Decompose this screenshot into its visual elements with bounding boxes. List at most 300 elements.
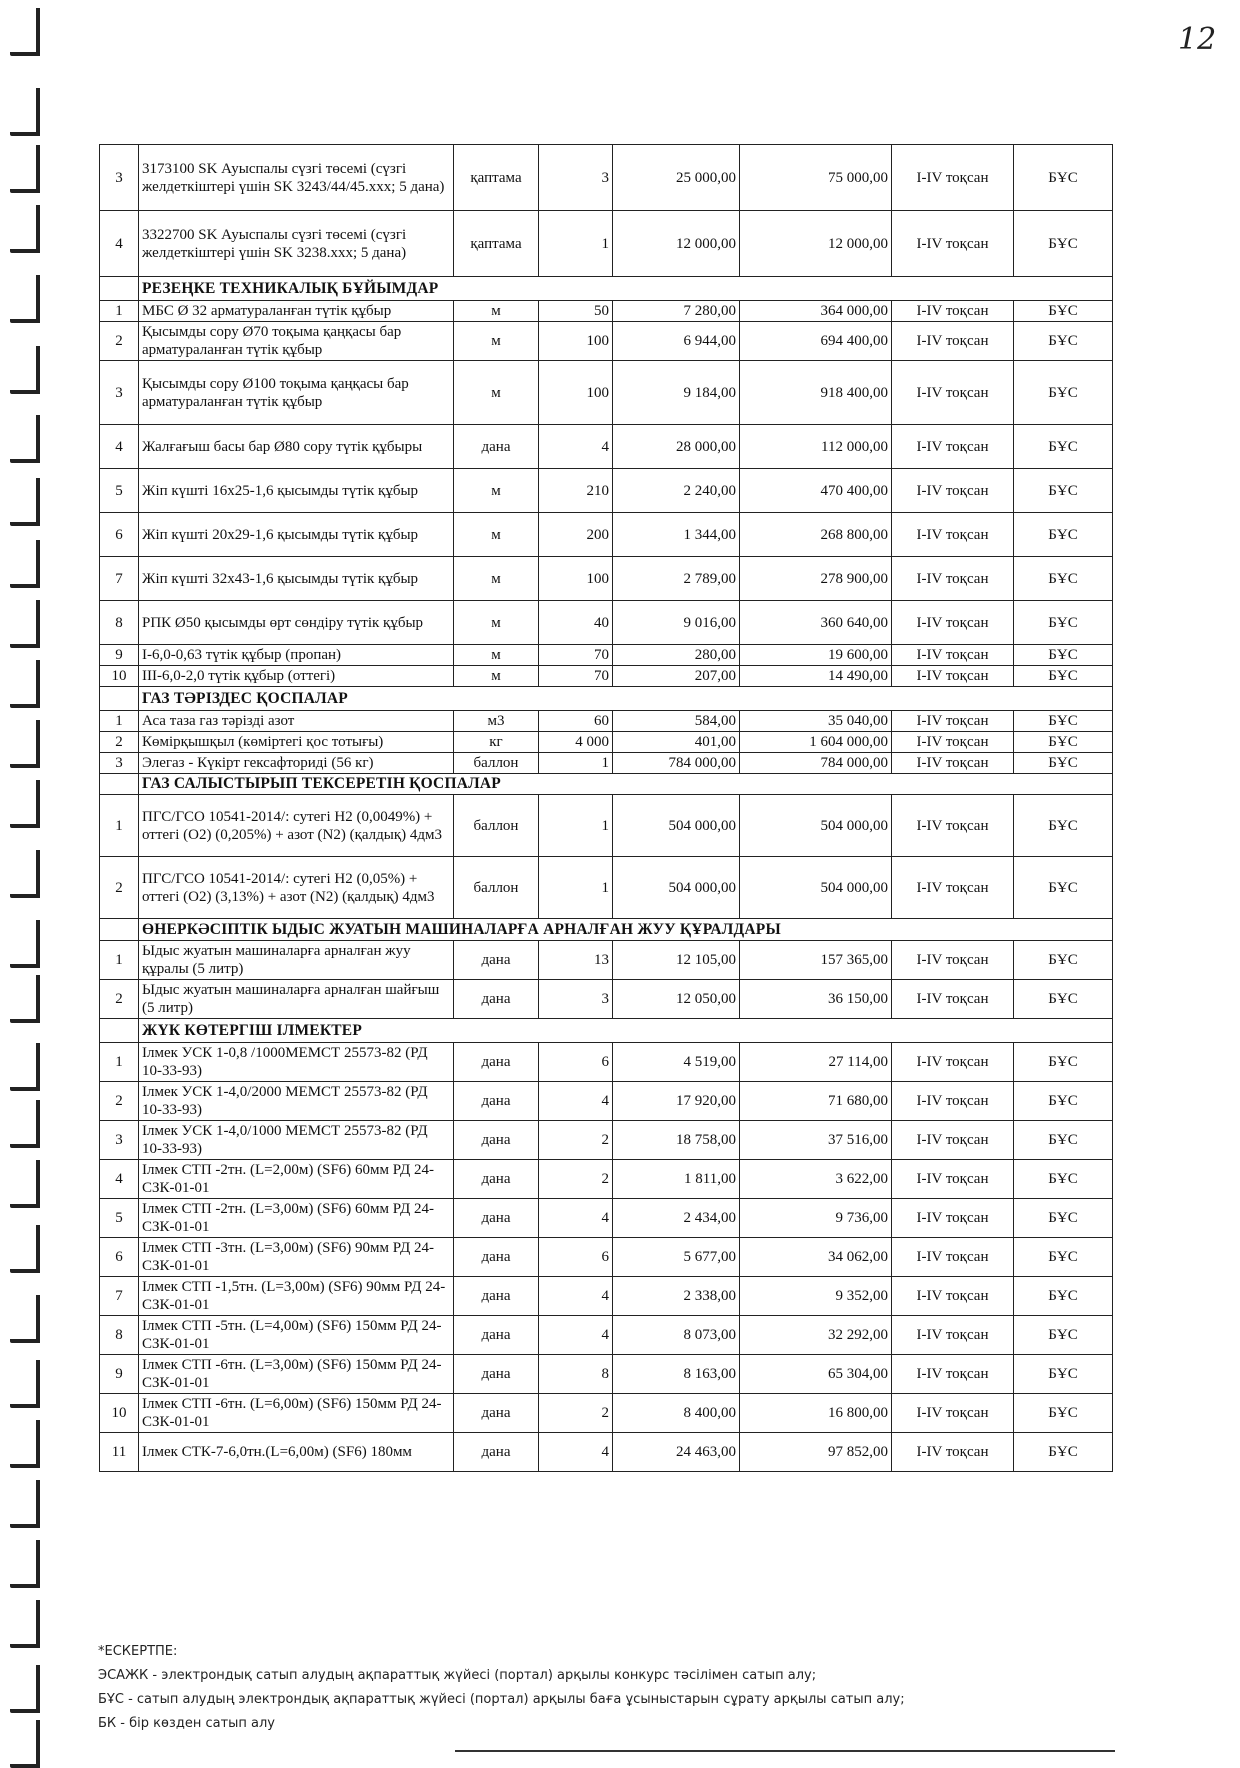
cell-name: РПК Ø50 қысымды өрт сөндіру түтік құбыр <box>139 601 454 645</box>
cell-method: БҰС <box>1014 1316 1113 1355</box>
cell-total: 36 150,00 <box>740 980 892 1019</box>
cell-no: 4 <box>100 1160 139 1199</box>
cell-name: ПГС/ГСО 10541-2014/: сутегі Н2 (0,05%) + оттегі (О2) (3,13%) + азот (N2) (қалдық) 4дм3 <box>139 857 454 919</box>
cell-price: 9 184,00 <box>613 361 740 425</box>
table-row <box>100 1121 1113 1160</box>
table-row <box>100 645 1113 666</box>
cell-name: Қысымды сору Ø100 тоқыма қаңқасы бар арматураланған түтік құбыр <box>139 361 454 425</box>
cell-method: БҰС <box>1014 322 1113 361</box>
cell-unit: дана <box>454 1121 539 1160</box>
section-header-row <box>100 774 1113 795</box>
cell-period: I-IV тоқсан <box>892 1316 1014 1355</box>
cell-unit: баллон <box>454 753 539 774</box>
table-row <box>100 425 1113 469</box>
table-row <box>100 1316 1113 1355</box>
cell-price: 584,00 <box>613 711 740 732</box>
section-header-row <box>100 687 1113 711</box>
section-title: ЖҮК КӨТЕРГІШ ІЛМЕКТЕР <box>139 1019 1113 1043</box>
cell-method: БҰС <box>1014 1043 1113 1082</box>
cell-qty: 2 <box>539 1160 613 1199</box>
cell-period: I-IV тоқсан <box>892 145 1014 211</box>
cell-price: 6 944,00 <box>613 322 740 361</box>
cell-unit: м <box>454 557 539 601</box>
cell-no: 2 <box>100 1082 139 1121</box>
cell-unit: м <box>454 645 539 666</box>
cell-no: 1 <box>100 301 139 322</box>
cell-price: 207,00 <box>613 666 740 687</box>
section-title: РЕЗЕҢКЕ ТЕХНИКАЛЫҚ БҰЙЫМДАР <box>139 277 1113 301</box>
cell-method: БҰС <box>1014 1082 1113 1121</box>
cell-name: МБС Ø 32 арматураланған түтік құбыр <box>139 301 454 322</box>
cell-no: 3 <box>100 361 139 425</box>
cell-method: БҰС <box>1014 1355 1113 1394</box>
cell-method: БҰС <box>1014 145 1113 211</box>
cell-period: I-IV тоқсан <box>892 732 1014 753</box>
cell-price: 2 434,00 <box>613 1199 740 1238</box>
table-row <box>100 301 1113 322</box>
cell-name: 3322700 SK Ауыспалы сүзгі төсемі (сүзгі желдеткіштері үшін SK 3238.xxx; 5 дана) <box>139 211 454 277</box>
cell-period: I-IV тоқсан <box>892 361 1014 425</box>
cell-name: Ілмек УСК 1-4,0/2000 МЕМСТ 25573-82 (РД 10-33-93) <box>139 1082 454 1121</box>
cell-no: 10 <box>100 666 139 687</box>
notes-line: БК - бір көзден сатып алу <box>98 1716 276 1731</box>
cell-period: I-IV тоқсан <box>892 1277 1014 1316</box>
notes-line: ЭСАЖК - электрондық сатып алудың ақпараттық жүйесі (портал) арқылы конкурс тәсілімен сатып алу; <box>98 1668 817 1683</box>
table-body <box>100 145 1113 1472</box>
cell-period: I-IV тоқсан <box>892 1394 1014 1433</box>
section-number-cell <box>100 1019 139 1043</box>
cell-no: 9 <box>100 645 139 666</box>
cell-price: 5 677,00 <box>613 1238 740 1277</box>
binding-mark <box>10 478 40 526</box>
cell-qty: 4 <box>539 1277 613 1316</box>
cell-total: 504 000,00 <box>740 857 892 919</box>
binding-mark <box>10 145 40 193</box>
cell-no: 10 <box>100 1394 139 1433</box>
cell-method: БҰС <box>1014 753 1113 774</box>
cell-period: I-IV тоқсан <box>892 469 1014 513</box>
cell-name: Ілмек СТП -1,5тн. (L=3,00м) (SF6) 90мм РД 24-СЗК-01-01 <box>139 1277 454 1316</box>
cell-name: 3173100 SK Ауыспалы сүзгі төсемі (сүзгі желдеткіштері үшін SK 3243/44/45.xxx; 5 дана) <box>139 145 454 211</box>
section-title: ӨНЕРКӘСІПТІК ЫДЫС ЖУАТЫН МАШИНАЛАРҒА АРНАЛҒАН ЖУУ ҚҰРАЛДАРЫ <box>139 919 1113 941</box>
cell-method: БҰС <box>1014 469 1113 513</box>
cell-qty: 210 <box>539 469 613 513</box>
cell-qty: 70 <box>539 645 613 666</box>
binding-mark <box>10 1225 40 1273</box>
cell-no: 11 <box>100 1433 139 1472</box>
cell-no: 1 <box>100 941 139 980</box>
cell-qty: 4 <box>539 1316 613 1355</box>
section-title: ГАЗ САЛЫСТЫРЫП ТЕКСЕРЕТІН ҚОСПАЛАР <box>139 774 1113 795</box>
cell-name: Жіп күшті 16х25-1,6 қысымды түтік құбыр <box>139 469 454 513</box>
binding-mark <box>10 88 40 136</box>
cell-qty: 4 <box>539 1082 613 1121</box>
table-row <box>100 1082 1113 1121</box>
binding-mark <box>10 1720 40 1768</box>
cell-period: I-IV тоқсан <box>892 857 1014 919</box>
cell-price: 8 163,00 <box>613 1355 740 1394</box>
cell-price: 7 280,00 <box>613 301 740 322</box>
cell-period: I-IV тоқсан <box>892 1433 1014 1472</box>
table-row <box>100 1433 1113 1472</box>
cell-total: 9 736,00 <box>740 1199 892 1238</box>
cell-period: I-IV тоқсан <box>892 1238 1014 1277</box>
cell-name: Ыдыс жуатын машиналарға арналған шайғыш (5 литр) <box>139 980 454 1019</box>
cell-name: I-6,0-0,63 түтік құбыр (пропан) <box>139 645 454 666</box>
cell-price: 504 000,00 <box>613 857 740 919</box>
cell-qty: 3 <box>539 980 613 1019</box>
table-row <box>100 1394 1113 1433</box>
cell-name: III-6,0-2,0 түтік құбыр (оттегі) <box>139 666 454 687</box>
table-row <box>100 601 1113 645</box>
cell-period: I-IV тоқсан <box>892 980 1014 1019</box>
cell-qty: 40 <box>539 601 613 645</box>
cell-no: 7 <box>100 557 139 601</box>
cell-unit: м <box>454 361 539 425</box>
cell-method: БҰС <box>1014 425 1113 469</box>
cell-period: I-IV тоқсан <box>892 1121 1014 1160</box>
cell-unit: м3 <box>454 711 539 732</box>
cell-total: 97 852,00 <box>740 1433 892 1472</box>
table-row <box>100 1277 1113 1316</box>
section-number-cell <box>100 919 139 941</box>
cell-qty: 100 <box>539 361 613 425</box>
binding-mark <box>10 275 40 323</box>
cell-method: БҰС <box>1014 557 1113 601</box>
cell-qty: 6 <box>539 1043 613 1082</box>
binding-marks <box>0 0 48 1754</box>
cell-name: Ілмек УСК 1-0,8 /1000МЕМСТ 25573-82 (РД 10-33-93) <box>139 1043 454 1082</box>
cell-method: БҰС <box>1014 1277 1113 1316</box>
cell-unit: дана <box>454 1433 539 1472</box>
cell-price: 1 344,00 <box>613 513 740 557</box>
table-row <box>100 1160 1113 1199</box>
table-row <box>100 711 1113 732</box>
cell-no: 8 <box>100 601 139 645</box>
cell-unit: дана <box>454 941 539 980</box>
cell-price: 2 240,00 <box>613 469 740 513</box>
cell-total: 918 400,00 <box>740 361 892 425</box>
binding-mark <box>10 1295 40 1343</box>
cell-total: 19 600,00 <box>740 645 892 666</box>
cell-qty: 4 <box>539 425 613 469</box>
cell-qty: 3 <box>539 145 613 211</box>
cell-method: БҰС <box>1014 666 1113 687</box>
binding-mark <box>10 975 40 1023</box>
binding-mark <box>10 415 40 463</box>
cell-total: 364 000,00 <box>740 301 892 322</box>
binding-mark <box>10 660 40 708</box>
cell-total: 3 622,00 <box>740 1160 892 1199</box>
cell-qty: 4 <box>539 1199 613 1238</box>
cell-method: БҰС <box>1014 795 1113 857</box>
cell-total: 278 900,00 <box>740 557 892 601</box>
cell-price: 9 016,00 <box>613 601 740 645</box>
table-row <box>100 557 1113 601</box>
cell-no: 2 <box>100 980 139 1019</box>
binding-mark <box>10 850 40 898</box>
cell-name: Элегаз - Күкірт гексафториді (56 кг) <box>139 753 454 774</box>
cell-total: 268 800,00 <box>740 513 892 557</box>
cell-no: 2 <box>100 322 139 361</box>
section-header-row <box>100 1019 1113 1043</box>
cell-qty: 2 <box>539 1394 613 1433</box>
cell-unit: м <box>454 469 539 513</box>
cell-method: БҰС <box>1014 645 1113 666</box>
cell-qty: 60 <box>539 711 613 732</box>
cell-no: 2 <box>100 732 139 753</box>
section-title: ГАЗ ТӘРІЗДЕС ҚОСПАЛАР <box>139 687 1113 711</box>
cell-period: I-IV тоқсан <box>892 513 1014 557</box>
cell-name: Аса таза газ тәрізді азот <box>139 711 454 732</box>
binding-mark <box>10 8 40 56</box>
table-row <box>100 1238 1113 1277</box>
table-row <box>100 1199 1113 1238</box>
cell-unit: м <box>454 301 539 322</box>
cell-name: Ілмек УСК 1-4,0/1000 МЕМСТ 25573-82 (РД 10-33-93) <box>139 1121 454 1160</box>
section-header-row <box>100 919 1113 941</box>
cell-no: 1 <box>100 795 139 857</box>
cell-unit: дана <box>454 1355 539 1394</box>
section-number-cell <box>100 687 139 711</box>
cell-unit: м <box>454 601 539 645</box>
binding-mark <box>10 1043 40 1091</box>
notes <box>98 1640 1098 1736</box>
cell-period: I-IV тоқсан <box>892 795 1014 857</box>
cell-period: I-IV тоқсан <box>892 1043 1014 1082</box>
cell-name: Қысымды сору Ø70 тоқыма қаңқасы бар арматураланған түтік құбыр <box>139 322 454 361</box>
binding-mark <box>10 1360 40 1408</box>
cell-method: БҰС <box>1014 1121 1113 1160</box>
cell-qty: 13 <box>539 941 613 980</box>
cell-qty: 1 <box>539 857 613 919</box>
cell-method: БҰС <box>1014 857 1113 919</box>
cell-unit: м <box>454 322 539 361</box>
cell-unit: қаптама <box>454 211 539 277</box>
cell-no: 6 <box>100 513 139 557</box>
cell-total: 504 000,00 <box>740 795 892 857</box>
cell-period: I-IV тоқсан <box>892 211 1014 277</box>
cell-price: 4 519,00 <box>613 1043 740 1082</box>
cell-unit: дана <box>454 1043 539 1082</box>
cell-no: 6 <box>100 1238 139 1277</box>
table-row <box>100 666 1113 687</box>
cell-name: Жалғағыш басы бар Ø80 сору түтік құбыры <box>139 425 454 469</box>
cell-unit: қаптама <box>454 145 539 211</box>
cell-period: I-IV тоқсан <box>892 1355 1014 1394</box>
cell-no: 9 <box>100 1355 139 1394</box>
cell-qty: 6 <box>539 1238 613 1277</box>
cell-total: 37 516,00 <box>740 1121 892 1160</box>
cell-total: 35 040,00 <box>740 711 892 732</box>
binding-mark <box>10 1160 40 1208</box>
cell-price: 784 000,00 <box>613 753 740 774</box>
cell-period: I-IV тоқсан <box>892 322 1014 361</box>
cell-total: 784 000,00 <box>740 753 892 774</box>
cell-total: 32 292,00 <box>740 1316 892 1355</box>
table-row <box>100 795 1113 857</box>
cell-method: БҰС <box>1014 711 1113 732</box>
cell-total: 694 400,00 <box>740 322 892 361</box>
cell-price: 8 400,00 <box>613 1394 740 1433</box>
cell-period: I-IV тоқсан <box>892 425 1014 469</box>
cell-total: 157 365,00 <box>740 941 892 980</box>
cell-total: 9 352,00 <box>740 1277 892 1316</box>
cell-qty: 2 <box>539 1121 613 1160</box>
cell-price: 280,00 <box>613 645 740 666</box>
table-row <box>100 211 1113 277</box>
cell-price: 12 105,00 <box>613 941 740 980</box>
cell-unit: дана <box>454 1316 539 1355</box>
cell-total: 14 490,00 <box>740 666 892 687</box>
cell-name: Жіп күшті 32х43-1,6 қысымды түтік құбыр <box>139 557 454 601</box>
cell-method: БҰС <box>1014 1199 1113 1238</box>
cell-name: Көмірқышқыл (көміртегі қос тотығы) <box>139 732 454 753</box>
cell-name: Ілмек СТП -6тн. (L=6,00м) (SF6) 150мм РД 24-СЗК-01-01 <box>139 1394 454 1433</box>
table-row <box>100 322 1113 361</box>
cell-method: БҰС <box>1014 513 1113 557</box>
table-row <box>100 469 1113 513</box>
cell-qty: 4 <box>539 1433 613 1472</box>
cell-period: I-IV тоқсан <box>892 753 1014 774</box>
binding-mark <box>10 920 40 968</box>
cell-name: Ілмек СТП -6тн. (L=3,00м) (SF6) 150мм РД 24-СЗК-01-01 <box>139 1355 454 1394</box>
cell-total: 112 000,00 <box>740 425 892 469</box>
cell-price: 28 000,00 <box>613 425 740 469</box>
cell-no: 5 <box>100 469 139 513</box>
binding-mark <box>10 600 40 648</box>
cell-method: БҰС <box>1014 732 1113 753</box>
cell-no: 3 <box>100 753 139 774</box>
cell-price: 17 920,00 <box>613 1082 740 1121</box>
cell-price: 401,00 <box>613 732 740 753</box>
cell-unit: дана <box>454 1277 539 1316</box>
table-row <box>100 1355 1113 1394</box>
cell-period: I-IV тоқсан <box>892 1160 1014 1199</box>
cell-price: 8 073,00 <box>613 1316 740 1355</box>
cell-name: Ілмек СТП -2тн. (L=2,00м) (SF6) 60мм РД 24-СЗК-01-01 <box>139 1160 454 1199</box>
cell-qty: 200 <box>539 513 613 557</box>
cell-qty: 1 <box>539 795 613 857</box>
cell-no: 1 <box>100 711 139 732</box>
cell-qty: 1 <box>539 211 613 277</box>
section-number-cell <box>100 277 139 301</box>
page-number: 12 <box>1178 22 1217 57</box>
cell-unit: баллон <box>454 795 539 857</box>
binding-mark <box>10 1600 40 1648</box>
cell-method: БҰС <box>1014 361 1113 425</box>
table-row <box>100 513 1113 557</box>
section-number-cell <box>100 774 139 795</box>
cell-unit: дана <box>454 1082 539 1121</box>
cell-total: 12 000,00 <box>740 211 892 277</box>
notes-heading: *ЕСКЕРТПЕ: <box>98 1644 178 1659</box>
cell-total: 1 604 000,00 <box>740 732 892 753</box>
cell-total: 71 680,00 <box>740 1082 892 1121</box>
cell-no: 8 <box>100 1316 139 1355</box>
cell-method: БҰС <box>1014 301 1113 322</box>
table-row <box>100 732 1113 753</box>
cell-no: 4 <box>100 425 139 469</box>
cell-no: 4 <box>100 211 139 277</box>
binding-mark <box>10 1100 40 1148</box>
cell-unit: м <box>454 513 539 557</box>
cell-total: 75 000,00 <box>740 145 892 211</box>
binding-mark <box>10 780 40 828</box>
cell-qty: 1 <box>539 753 613 774</box>
cell-total: 27 114,00 <box>740 1043 892 1082</box>
cell-qty: 4 000 <box>539 732 613 753</box>
cell-method: БҰС <box>1014 1433 1113 1472</box>
notes-line: БҰС - сатып алудың электрондық ақпараттық жүйесі (портал) арқылы баға ұсыныстарын сұрату арқылы сатып алу; <box>98 1692 905 1707</box>
binding-mark <box>10 1665 40 1713</box>
cell-method: БҰС <box>1014 1394 1113 1433</box>
cell-qty: 70 <box>539 666 613 687</box>
cell-period: I-IV тоқсан <box>892 941 1014 980</box>
cell-unit: м <box>454 666 539 687</box>
cell-name: Ілмек СТП -5тн. (L=4,00м) (SF6) 150мм РД 24-СЗК-01-01 <box>139 1316 454 1355</box>
cell-unit: дана <box>454 1238 539 1277</box>
table-row <box>100 980 1113 1019</box>
cell-period: I-IV тоқсан <box>892 601 1014 645</box>
binding-mark <box>10 1480 40 1528</box>
cell-unit: дана <box>454 1160 539 1199</box>
cell-method: БҰС <box>1014 1160 1113 1199</box>
table-row <box>100 1043 1113 1082</box>
cell-unit: баллон <box>454 857 539 919</box>
binding-mark <box>10 540 40 588</box>
cell-qty: 50 <box>539 301 613 322</box>
bottom-rule <box>455 1750 1115 1752</box>
cell-total: 34 062,00 <box>740 1238 892 1277</box>
cell-name: Жіп күшті 20х29-1,6 қысымды түтік құбыр <box>139 513 454 557</box>
cell-no: 1 <box>100 1043 139 1082</box>
binding-mark <box>10 1420 40 1468</box>
cell-name: Ілмек СТК-7-6,0тн.(L=6,00м) (SF6) 180мм <box>139 1433 454 1472</box>
cell-price: 12 050,00 <box>613 980 740 1019</box>
cell-price: 18 758,00 <box>613 1121 740 1160</box>
cell-period: I-IV тоқсан <box>892 666 1014 687</box>
cell-method: БҰС <box>1014 1238 1113 1277</box>
cell-name: Ілмек СТП -2тн. (L=3,00м) (SF6) 60мм РД 24-СЗК-01-01 <box>139 1199 454 1238</box>
cell-price: 25 000,00 <box>613 145 740 211</box>
cell-method: БҰС <box>1014 980 1113 1019</box>
cell-period: I-IV тоқсан <box>892 301 1014 322</box>
cell-unit: кг <box>454 732 539 753</box>
procurement-table <box>99 144 1113 1472</box>
cell-method: БҰС <box>1014 211 1113 277</box>
cell-price: 1 811,00 <box>613 1160 740 1199</box>
cell-no: 7 <box>100 1277 139 1316</box>
cell-qty: 100 <box>539 322 613 361</box>
cell-unit: дана <box>454 425 539 469</box>
table-row <box>100 941 1113 980</box>
cell-price: 12 000,00 <box>613 211 740 277</box>
binding-mark <box>10 1540 40 1588</box>
table-row <box>100 857 1113 919</box>
cell-no: 3 <box>100 145 139 211</box>
cell-total: 360 640,00 <box>740 601 892 645</box>
cell-period: I-IV тоқсан <box>892 1199 1014 1238</box>
table-row <box>100 145 1113 211</box>
cell-qty: 100 <box>539 557 613 601</box>
section-header-row <box>100 277 1113 301</box>
binding-mark <box>10 205 40 253</box>
cell-unit: дана <box>454 1199 539 1238</box>
cell-price: 504 000,00 <box>613 795 740 857</box>
cell-period: I-IV тоқсан <box>892 557 1014 601</box>
cell-no: 3 <box>100 1121 139 1160</box>
